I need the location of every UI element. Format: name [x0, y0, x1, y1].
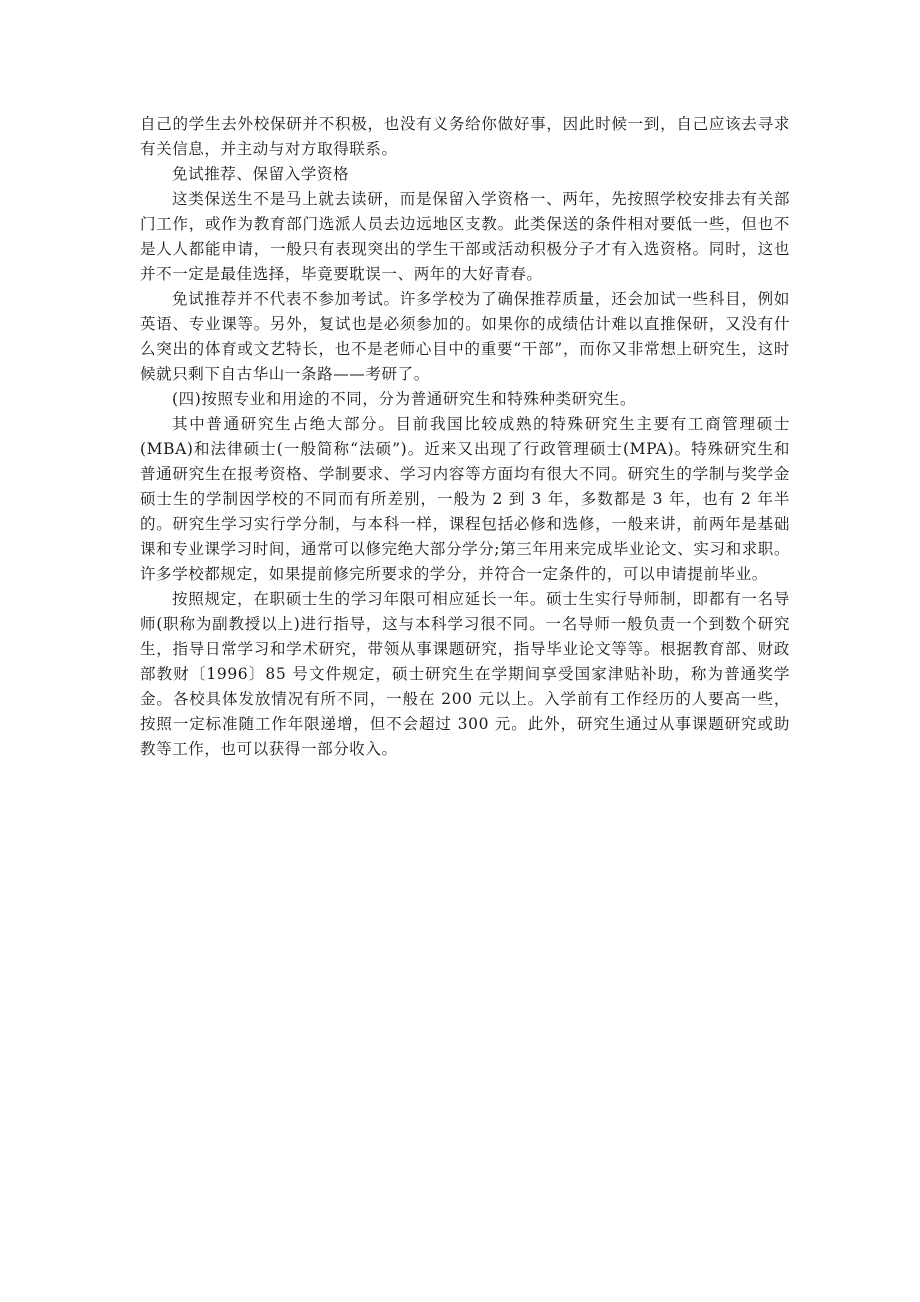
paragraph-study-duration: 按照规定，在职硕士生的学习年限可相应延长一年。硕士生实行导师制，即都有一名导师(职称为副教授以上)进行指导，这与本科学习很不同。一名导师一般负责一个到数个研究生，指导日常学习和学术研究，带领从事课题研究，指导毕业论文等等。根据教育部、财政部教财〔1996〕85 号文件规定，硕士研究生在学期间享受国家津贴补助，称为普通奖学金。各校具体发放情况有所不同，一般在 200 元以上。入学前有工作经历的人要高一些，按照一定标准随工作年限递增，但不会超过 300 元。此外，研究生通过从事课题研究或助教等工作，也可以获得一部分收入。 [140, 590, 790, 758]
paragraph-reserved-admission: 这类保送生不是马上就去读研，而是保留入学资格一、两年，先按照学校安排去有关部门工作，或作为教育部门选派人员去边远地区支教。此类保送的条件相对要低一些，但也不是人人都能申请，一般只有表现突出的学生干部或活动积极分子才有入选资格。同时，这也并不一定是最佳选择，毕竟要耽误一、两年的大好青春。 [140, 190, 790, 283]
paragraph-continuation: 自己的学生去外校保研并不积极，也没有义务给你做好事，因此时候一到，自己应该去寻求有关信息，并主动与对方取得联系。 [140, 115, 790, 158]
section-heading-four: (四)按照专业和用途的不同，分为普通研究生和特殊种类研究生。 [172, 390, 637, 408]
paragraph-exempt-exams: 免试推荐并不代表不参加考试。许多学校为了确保推荐质量，还会加试一些科目，例如英语、专业课等。另外，复试也是必须参加的。如果你的成绩估计难以直推保研，又没有什么突出的体育或文艺特长，也不是老师心目中的重要“干部”，而你又非常想上研究生，这时候就只剩下自古华山一条路——考研了。 [140, 290, 790, 383]
section-heading-exempt-recommendation: 免试推荐、保留入学资格 [172, 165, 350, 183]
document-body [140, 112, 790, 762]
paragraph-special-graduates: 其中普通研究生占绝大部分。目前我国比较成熟的特殊研究生主要有工商管理硕士(MBA)和法律硕士(一般简称“法硕”)。近来又出现了行政管理硕士(MPA)。特殊研究生和普通研究生在报考资格、学制要求、学习内容等方面均有很大不同。研究生的学制与奖学金硕士生的学制因学校的不同而有所差别，一般为 2 到 3 年，多数都是 3 年，也有 2 年半的。研究生学习实行学分制，与本科一样，课程包括必修和选修，一般来讲，前两年是基础课和专业课学习时间，通常可以修完绝大部分学分;第三年用来完成毕业论文、实习和求职。许多学校都规定，如果提前修完所要求的学分，并符合一定条件的，可以申请提前毕业。 [140, 415, 790, 583]
